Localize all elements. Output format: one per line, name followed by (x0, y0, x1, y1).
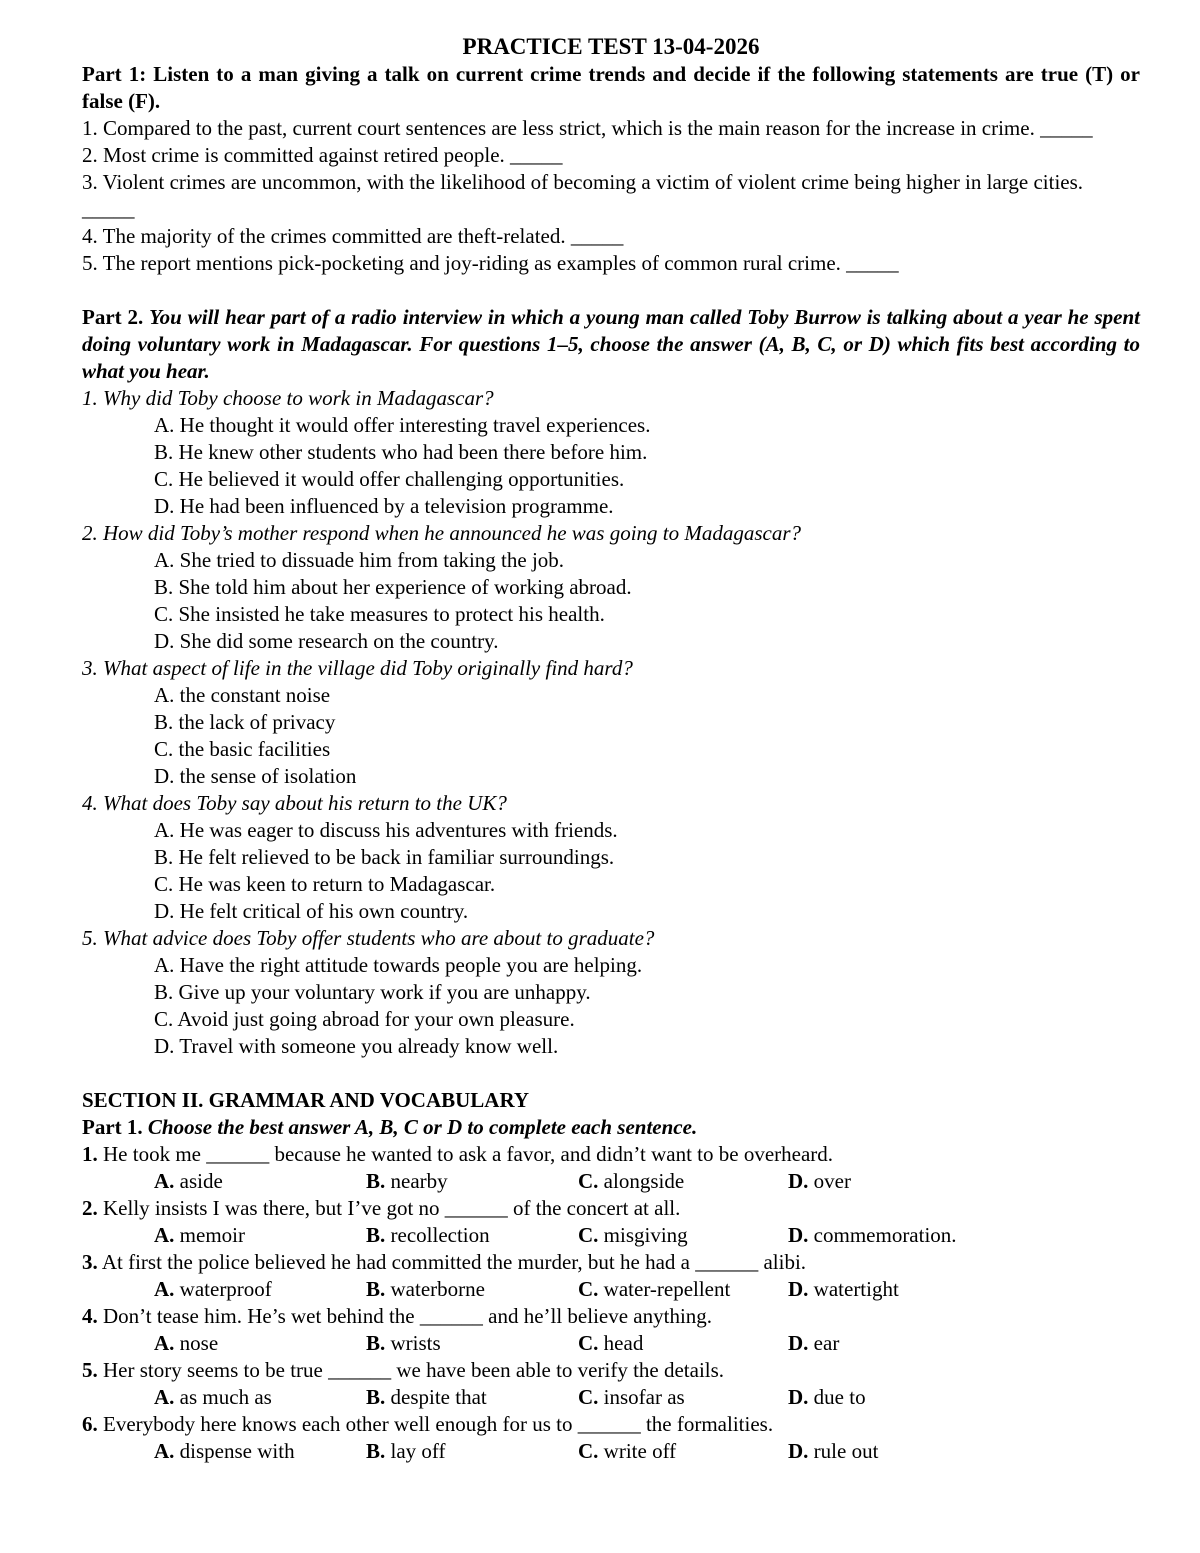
option-c: C. write off (578, 1439, 677, 1463)
question-number: 3. (82, 1250, 98, 1274)
option-c: C. misgiving (578, 1223, 688, 1247)
section-grammar-vocabulary (82, 1087, 1140, 1465)
option-d: D. due to (788, 1385, 866, 1409)
option-b: B. wrists (366, 1331, 441, 1355)
question-number: 1. (82, 1142, 98, 1166)
answer-option: B. the lack of privacy (154, 710, 336, 734)
answer-option: D. He felt critical of his own country. (154, 899, 469, 923)
option-a: A. dispense with (154, 1439, 295, 1463)
question-number: 5. (82, 1358, 98, 1382)
question-text: 3. What aspect of life in the village did Toby originally find hard? (82, 656, 633, 680)
mcq-question (82, 1357, 1140, 1384)
listening-part1 (82, 61, 1140, 277)
question-text: 1. Why did Toby choose to work in Madagascar? (82, 386, 494, 410)
answer-option: B. She told him about her experience of working abroad. (154, 575, 632, 599)
part1-instruction: Part 1: Listen to a man giving a talk on current crime trends and decide if the following statements are true (T) or false (F). (82, 62, 1140, 113)
option-a: A. nose (154, 1331, 219, 1355)
option-a: A. as much as (154, 1385, 272, 1409)
answer-option: C. She insisted he take measures to protect his health. (154, 602, 605, 626)
tf-statement: 2. Most crime is committed against retired people. _____ (82, 143, 563, 167)
answer-option: D. He had been influenced by a television programme. (154, 494, 614, 518)
option-c: C. alongside (578, 1169, 685, 1193)
document-content (82, 32, 1140, 1465)
mcq-options (82, 1438, 1140, 1465)
answer-option: A. He thought it would offer interesting travel experiences. (154, 413, 651, 437)
question-text: 4. What does Toby say about his return to the UK? (82, 791, 507, 815)
question-number: 4. (82, 1304, 98, 1328)
question-text: 5. What advice does Toby offer students who are about to graduate? (82, 926, 655, 950)
part2-instruction (82, 304, 1140, 385)
answer-option: A. She tried to dissuade him from taking the job. (154, 548, 565, 572)
mcq-question (82, 1411, 1140, 1438)
question-text: Everybody here knows each other well enough for us to ______ the formalities. (97, 1412, 774, 1436)
option-b: B. despite that (366, 1385, 487, 1409)
tf-statement: 1. Compared to the past, current court sentences are less strict, which is the main reason for the increase in crime. _____ (82, 116, 1093, 140)
tf-statement: 5. The report mentions pick-pocketing and joy-riding as examples of common rural crime. _____ (82, 251, 899, 275)
answer-option: C. He believed it would offer challenging opportunities. (154, 467, 625, 491)
option-b: B. recollection (366, 1223, 490, 1247)
question-text: Don’t tease him. He’s wet behind the ______ and he’ll believe anything. (97, 1304, 713, 1328)
answer-option: B. He knew other students who had been there before him. (154, 440, 648, 464)
option-d: D. ear (788, 1331, 840, 1355)
option-c: C. insofar as (578, 1385, 685, 1409)
answer-option: B. He felt relieved to be back in familiar surroundings. (154, 845, 615, 869)
question-text: 2. How did Toby’s mother respond when he announced he was going to Madagascar? (82, 521, 802, 545)
option-c: C. water-repellent (578, 1277, 731, 1301)
answer-option: D. Travel with someone you already know well. (154, 1034, 559, 1058)
question-text: Kelly insists I was there, but I’ve got no ______ of the concert at all. (97, 1196, 681, 1220)
answer-option: D. the sense of isolation (154, 764, 357, 788)
tf-statement: 4. The majority of the crimes committed are theft-related. _____ (82, 224, 624, 248)
option-d: D. over (788, 1169, 851, 1193)
answer-option: A. the constant noise (154, 683, 331, 707)
option-c: C. head (578, 1331, 644, 1355)
option-d: D. commemoration. (788, 1223, 957, 1247)
mcq-question (82, 1303, 1140, 1330)
tf-statement: 3. Violent crimes are uncommon, with the likelihood of becoming a victim of violent crime being higher in large cities. _____ (82, 170, 1084, 221)
page-title: PRACTICE TEST 13-04-2026 (462, 34, 760, 59)
listening-part2 (82, 304, 1140, 1060)
option-a: A. aside (154, 1169, 223, 1193)
question-text: At first the police believed he had committed the murder, but he had a ______ alibi. (97, 1250, 807, 1274)
part2-instruction-text: You will hear part of a radio interview in which a young man called Toby Burrow is talking about a year he spent doing voluntary work in Madagascar. For questions 1–5, choose the answer (A, B, C, or D) which fits best according to what you hear. (82, 305, 1141, 383)
answer-option: A. Have the right attitude towards people you are helping. (154, 953, 643, 977)
section-heading: SECTION II. GRAMMAR AND VOCABULARY (82, 1088, 530, 1112)
answer-option: C. Avoid just going abroad for your own pleasure. (154, 1007, 575, 1031)
question-number: 2. (82, 1196, 98, 1220)
mcq-question (82, 1141, 1140, 1168)
mcq-question (82, 1195, 1140, 1222)
question-text: He took me ______ because he wanted to ask a favor, and didn’t want to be overheard. (97, 1142, 834, 1166)
answer-option: C. the basic facilities (154, 737, 331, 761)
question-number: 6. (82, 1412, 98, 1436)
question-text: Her story seems to be true ______ we have been able to verify the details. (97, 1358, 725, 1382)
option-b: B. nearby (366, 1169, 448, 1193)
option-d: D. watertight (788, 1277, 899, 1301)
mcq-options (82, 1168, 1140, 1195)
mcq-options (82, 1384, 1140, 1411)
section2-part1-text: Choose the best answer A, B, C or D to complete each sentence. (147, 1115, 698, 1139)
option-a: A. memoir (154, 1223, 245, 1247)
answer-option: A. He was eager to discuss his adventures with friends. (154, 818, 618, 842)
answer-option: B. Give up your voluntary work if you are unhappy. (154, 980, 591, 1004)
mcq-question (82, 1249, 1140, 1276)
option-d: D. rule out (788, 1439, 879, 1463)
option-b: B. lay off (366, 1439, 446, 1463)
mcq-options (82, 1330, 1140, 1357)
part2-label: Part 2. (82, 305, 144, 329)
mcq-options (82, 1222, 1140, 1249)
option-b: B. waterborne (366, 1277, 485, 1301)
option-a: A. waterproof (154, 1277, 272, 1301)
answer-option: D. She did some research on the country. (154, 629, 499, 653)
mcq-options (82, 1276, 1140, 1303)
section2-part1-instruction (82, 1114, 1140, 1141)
section2-part1-label: Part 1. (82, 1115, 143, 1139)
answer-option: C. He was keen to return to Madagascar. (154, 872, 496, 896)
